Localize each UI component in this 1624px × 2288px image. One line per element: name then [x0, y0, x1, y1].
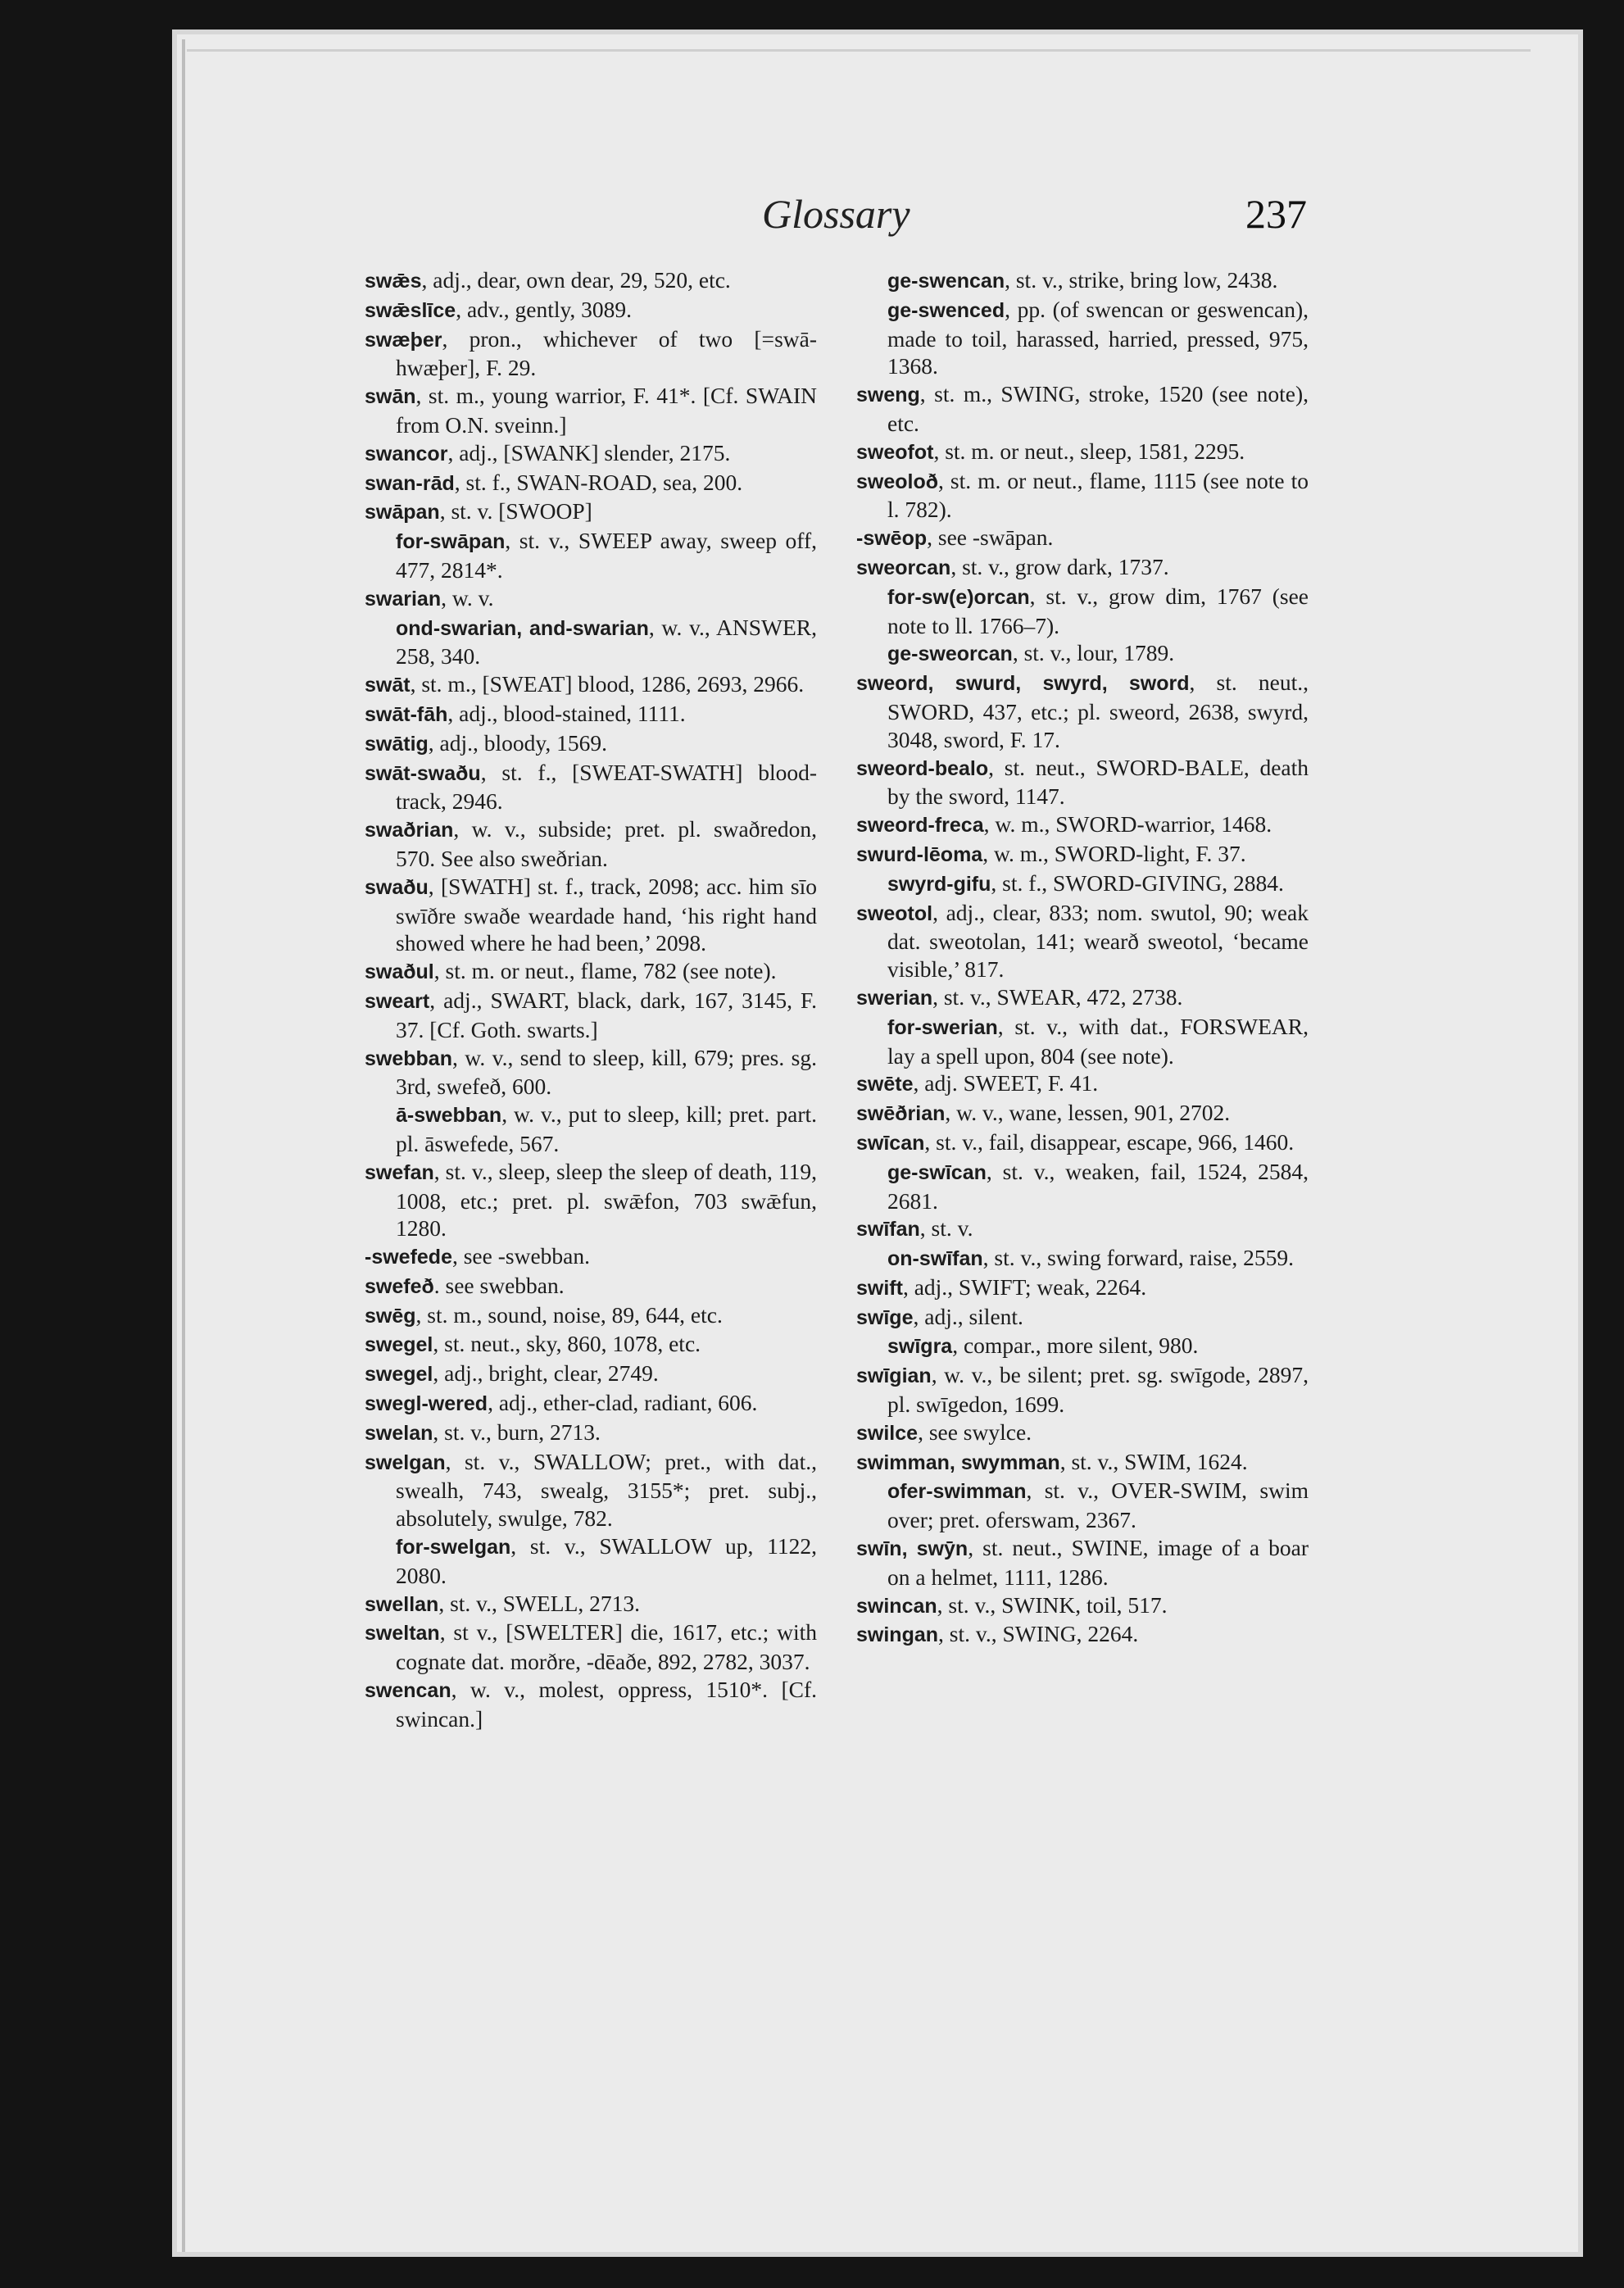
entry-headword: sweord-bealo: [856, 756, 989, 780]
entry-headword: swimman, swymman: [856, 1450, 1060, 1474]
glossary-entry: [365, 584, 817, 614]
entry-headword: ge-swenced: [887, 298, 1005, 322]
glossary-entry: [365, 1330, 817, 1360]
glossary-entry: [856, 524, 1309, 553]
glossary-entry: [365, 957, 817, 987]
entry-definition: , st. v., weaken, fail, 1524, 2584, 2681.: [887, 1158, 1309, 1214]
entry-headword: swan-rād: [365, 471, 455, 495]
entry-definition: , adj., clear, 833; nom. swutol, 90; weak dat. sweotolan, 141; wearð sweotol, ‘became visible,’ 817.: [887, 899, 1309, 983]
entry-headword: swaðul: [365, 960, 434, 984]
entry-definition: , w. v., molest, oppress, 1510*. [Cf. swincan.]: [396, 1677, 817, 1732]
page-number: 237: [1245, 191, 1307, 237]
page-gutter-rule: [182, 39, 185, 2252]
entry-definition: , st. m. or neut., sleep, 1581, 2295.: [933, 438, 1245, 464]
entry-definition: , st. m., sound, noise, 89, 644, etc.: [415, 1301, 723, 1328]
glossary-column-left: [365, 266, 817, 1733]
entry-definition: , w. v.: [441, 584, 494, 611]
glossary-entry: [856, 1214, 1309, 1244]
glossary-subentry: [856, 639, 1309, 669]
entry-definition: , st. v., SWALLOW; pret., with dat., swealh, 743, swealg, 3155*; pret. subj., absolutely, swulge, 782.: [396, 1448, 817, 1532]
glossary-entry: [856, 1128, 1309, 1158]
glossary-entry: [856, 1419, 1309, 1448]
entry-headword: swefeð: [365, 1274, 434, 1298]
entry-definition: , st. v., swing forward, raise, 2559.: [982, 1245, 1295, 1271]
entry-headword: swǣslīce: [365, 298, 456, 322]
entry-definition: , st. f., SWAN-ROAD, sea, 200.: [454, 469, 743, 495]
entry-definition: , adv., gently, 3089.: [456, 296, 633, 322]
entry-definition: , compar., more silent, 980.: [952, 1332, 1199, 1359]
entry-definition: , pron., whichever of two [=swā-hwæþer], F. 29.: [396, 325, 817, 381]
entry-headword: sweoloð: [856, 470, 939, 493]
entry-definition: , adj., SWART, black, dark, 167, 3145, F. 37. [Cf. Goth. swarts.]: [396, 987, 817, 1042]
entry-headword: swincan: [856, 1594, 937, 1618]
entry-headword: swīcan: [856, 1131, 925, 1155]
entry-definition: , st. v., SWEEP away, sweep off, 477, 2814*.: [396, 528, 817, 583]
entry-definition: , see swylce.: [918, 1419, 1032, 1445]
entry-definition: , st. v., strike, bring low, 2438.: [1005, 267, 1278, 293]
entry-headword: for-swelgan: [396, 1536, 511, 1559]
glossary-entry: [856, 1273, 1309, 1303]
entry-headword: swāt-fāh: [365, 702, 448, 726]
glossary-entry: [365, 873, 817, 957]
entry-headword: swēte: [856, 1073, 914, 1096]
glossary-entry: [365, 700, 817, 729]
glossary-entry: [856, 1303, 1309, 1332]
glossary-entry: [856, 1099, 1309, 1128]
glossary-entry: [365, 382, 817, 439]
glossary-entry: [365, 469, 817, 498]
entry-headword: swyrd-gifu: [887, 872, 991, 896]
entry-headword: sweltan: [365, 1622, 440, 1646]
entry-headword: swæþer: [365, 328, 442, 352]
entry-definition: , adj., [SWANK] slender, 2175.: [447, 439, 731, 465]
glossary-entry: [365, 1242, 817, 1272]
entry-definition: , st. v., OVER-SWIM, swim over; pret. oferswam, 2367.: [887, 1478, 1309, 1533]
entry-definition: , st. f., SWORD-GIVING, 2884.: [991, 869, 1284, 896]
entry-definition: , st. v., burn, 2713.: [433, 1419, 601, 1445]
glossary-subentry: [856, 1013, 1309, 1070]
glossary-entry: [365, 1301, 817, 1331]
glossary-entry: [365, 325, 817, 383]
glossary-entry: [856, 669, 1309, 753]
glossary-entry: [365, 497, 817, 527]
entry-definition: , st. v., SWELL, 2713.: [438, 1590, 641, 1616]
glossary-entry: [856, 1448, 1309, 1478]
entry-headword: swēðrian: [856, 1102, 946, 1126]
entry-definition: , st. v., with dat., FORSWEAR, lay a spell upon, 804 (see note).: [887, 1013, 1309, 1069]
entry-headword: swān: [365, 385, 416, 409]
glossary-subentry: [365, 1101, 817, 1158]
page-header: [361, 190, 1307, 247]
entry-definition: , w. v., be silent; pret. sg. swīgode, 2897, pl. swīgedon, 1699.: [887, 1362, 1309, 1418]
entry-headword: swancor: [365, 442, 448, 465]
entry-headword: sweord, swurd, swyrd, sword: [856, 672, 1190, 696]
entry-headword: on-swīfan: [887, 1247, 983, 1271]
glossary-entry: [856, 1069, 1309, 1099]
glossary-entry: [856, 810, 1309, 840]
glossary-entry: [365, 1044, 817, 1101]
entry-definition: , st. m. or neut., flame, 1115 (see note to l. 782).: [887, 467, 1309, 523]
entry-definition: , st. v., SWEAR, 472, 2738.: [932, 983, 1183, 1010]
entry-headword: swingan: [856, 1623, 939, 1647]
entry-headword: ge-swencan: [887, 270, 1005, 293]
glossary-entry: [365, 987, 817, 1044]
glossary-entry: [365, 266, 817, 296]
entry-definition: , st. v., SWING, 2264.: [938, 1621, 1139, 1647]
glossary-entry: [365, 1158, 817, 1242]
entry-definition: , w. v., wane, lessen, 901, 2702.: [945, 1100, 1231, 1126]
entry-definition: , st v., [SWELTER] die, 1617, etc.; with cognate dat. morðre, -dēaðe, 892, 2782, 3037.: [396, 1619, 817, 1675]
entry-definition: . see swebban.: [433, 1272, 565, 1298]
running-title: Glossary: [762, 191, 910, 237]
entry-definition: , st. v., SWINK, toil, 517.: [937, 1591, 1168, 1618]
entry-headword: for-swerian: [887, 1015, 998, 1039]
glossary-column-right: [856, 266, 1309, 1650]
entry-headword: ge-swīcan: [887, 1160, 987, 1184]
entry-definition: , w. v., put to sleep, kill; pret. part. pl. āswefede, 567.: [396, 1101, 817, 1156]
page-top-rule: [187, 49, 1531, 52]
entry-headword: swātig: [365, 732, 429, 756]
glossary-entry: [856, 438, 1309, 467]
entry-headword: swīgian: [856, 1364, 932, 1388]
entry-definition: , st. neut., SWORD-BALE, death by the sword, 1147.: [887, 754, 1309, 810]
glossary-subentry: [365, 527, 817, 584]
entry-headword: swǣs: [365, 270, 422, 293]
entry-headword: swift: [856, 1276, 903, 1300]
entry-headword: sweotol: [856, 901, 933, 925]
entry-definition: , w. v., ANSWER, 258, 340.: [396, 614, 817, 670]
entry-headword: sweorcan: [856, 556, 951, 579]
entry-definition: , adj., SWIFT; weak, 2264.: [902, 1273, 1147, 1300]
glossary-entry: [365, 439, 817, 469]
entry-definition: , st. neut., SWINE, image of a boar on a helmet, 1111, 1286.: [887, 1535, 1309, 1590]
entry-headword: ofer-swimman: [887, 1480, 1027, 1504]
entry-headword: swēg: [365, 1304, 416, 1328]
glossary-entry: [365, 296, 817, 325]
entry-headword: swarian: [365, 587, 442, 611]
glossary-entry: [856, 1591, 1309, 1621]
entry-definition: , [SWATH] st. f., track, 2098; acc. him sīo swīðre swaðe weardade hand, ‘his right hand showed where he had been,’ 2098.: [396, 873, 817, 956]
entry-headword: sweart: [365, 989, 430, 1013]
entry-headword: ond-swarian, and-swarian: [396, 616, 649, 640]
entry-headword: sweng: [856, 384, 920, 407]
entry-headword: swegl-wered: [365, 1392, 488, 1416]
entry-definition: , adj. SWEET, F. 41.: [913, 1070, 1099, 1096]
entry-definition: , adj., bloody, 1569.: [428, 729, 607, 756]
entry-definition: , st. neut., SWORD, 437, etc.; pl. sweord, 2638, swyrd, 3048, sword, F. 17.: [887, 670, 1309, 752]
glossary-entry: [856, 380, 1309, 438]
entry-headword: swelan: [365, 1421, 433, 1445]
entry-definition: , st. v., lour, 1789.: [1012, 640, 1175, 666]
glossary-subentry: [856, 1158, 1309, 1215]
entry-headword: swāt: [365, 674, 411, 697]
entry-definition: , w. m., SWORD-light, F. 37.: [982, 840, 1246, 866]
entry-definition: , pp. (of swencan or geswencan), made to toil, harassed, harried, pressed, 975, 1368.: [887, 296, 1309, 379]
entry-headword: sweofot: [856, 440, 934, 464]
glossary-entry: [856, 467, 1309, 524]
entry-headword: swegel: [365, 1333, 433, 1357]
glossary-subentry: [856, 296, 1309, 380]
glossary-entry: [365, 729, 817, 759]
entry-headword: swebban: [365, 1046, 452, 1070]
glossary-entry: [365, 759, 817, 816]
entry-headword: swegel: [365, 1363, 433, 1387]
entry-definition: , adj., dear, own dear, 29, 520, etc.: [421, 267, 731, 293]
entry-definition: , st. f., [SWEAT-SWATH] blood-track, 2946.: [396, 759, 817, 815]
entry-definition: , st. neut., sky, 860, 1078, etc.: [433, 1331, 701, 1357]
entry-headword: swelgan: [365, 1450, 446, 1474]
entry-headword: swīn, swȳn: [856, 1537, 969, 1561]
entry-definition: , adj., bright, clear, 2749.: [433, 1360, 659, 1387]
glossary-entry: [856, 840, 1309, 869]
entry-headword: swencan: [365, 1679, 451, 1703]
glossary-entry: [856, 899, 1309, 983]
glossary-entry: [365, 815, 817, 873]
entry-definition: , w. v., subside; pret. pl. swaðredon, 570. See also sweðrian.: [396, 816, 817, 871]
glossary-subentry: [856, 1477, 1309, 1534]
glossary-entry: [365, 1389, 817, 1419]
glossary-subentry: [856, 266, 1309, 296]
entry-definition: , st. m., young warrior, F. 41*. [Cf. SWAIN from O.N. sveinn.]: [396, 383, 817, 438]
entry-definition: , st. v., grow dim, 1767 (see note to ll. 1766–7).: [887, 583, 1309, 638]
entry-headword: swīge: [856, 1305, 914, 1329]
entry-headword: sweord-freca: [856, 814, 984, 838]
entry-headword: swaðu: [365, 875, 429, 899]
entry-headword: swaðrian: [365, 819, 454, 842]
entry-definition: , st. v., grow dark, 1737.: [950, 553, 1169, 579]
entry-definition: , adj., blood-stained, 1111.: [447, 700, 686, 726]
glossary-entry: [365, 1360, 817, 1389]
glossary-entry: [365, 1448, 817, 1532]
entry-headword: swefan: [365, 1160, 434, 1184]
glossary-subentry: [856, 869, 1309, 899]
entry-headword: -swēop: [856, 527, 928, 551]
entry-headword: swīgra: [887, 1335, 953, 1359]
entry-headword: swurd-lēoma: [856, 842, 983, 866]
entry-headword: ge-sweorcan: [887, 642, 1013, 666]
entry-headword: swerian: [856, 986, 933, 1010]
entry-definition: , st. m., SWING, stroke, 1520 (see note), etc.: [887, 381, 1309, 436]
entry-definition: , st. v., fail, disappear, escape, 966, 1460.: [924, 1128, 1295, 1155]
entry-headword: swilce: [856, 1421, 919, 1445]
entry-definition: , st. v. [SWOOP]: [439, 498, 592, 524]
glossary-entry: [365, 670, 817, 700]
entry-headword: for-swāpan: [396, 530, 506, 554]
entry-definition: , st. m. or neut., flame, 782 (see note).: [433, 958, 777, 984]
entry-definition: , w. v., send to sleep, kill, 679; pres. sg. 3rd, swefeð, 600.: [396, 1044, 817, 1100]
glossary-entry: [365, 1618, 817, 1676]
glossary-entry: [856, 553, 1309, 583]
entry-headword: ā-swebban: [396, 1104, 502, 1128]
glossary-entry: [365, 1676, 817, 1733]
entry-definition: , adj., ether-clad, radiant, 606.: [488, 1390, 758, 1416]
glossary-subentry: [856, 1332, 1309, 1361]
glossary-entry: [856, 1361, 1309, 1419]
entry-definition: , adj., silent.: [913, 1303, 1023, 1329]
entry-headword: swāpan: [365, 501, 440, 524]
entry-definition: , st. m., [SWEAT] blood, 1286, 2693, 2966.: [410, 671, 805, 697]
glossary-entry: [365, 1419, 817, 1448]
entry-headword: swellan: [365, 1592, 439, 1616]
entry-headword: for-sw(e)orcan: [887, 585, 1030, 609]
glossary-entry: [365, 1272, 817, 1301]
glossary-subentry: [856, 583, 1309, 640]
entry-headword: -swefede: [365, 1246, 452, 1269]
glossary-entry: [365, 1590, 817, 1619]
entry-definition: , see -swebban.: [451, 1243, 590, 1269]
entry-definition: , st. v.: [919, 1215, 973, 1242]
glossary-subentry: [856, 1244, 1309, 1273]
entry-definition: , st. v., SWALLOW up, 1122, 2080.: [396, 1533, 817, 1588]
entry-headword: swīfan: [856, 1218, 920, 1242]
entry-definition: , w. m., SWORD-warrior, 1468.: [983, 811, 1272, 838]
glossary-entry: [856, 1620, 1309, 1650]
glossary-entry: [856, 1534, 1309, 1591]
glossary-subentry: [365, 1532, 817, 1590]
entry-definition: , see -swāpan.: [927, 524, 1054, 551]
entry-definition: , st. v., sleep, sleep the sleep of death, 119, 1008, etc.; pret. pl. swǣfon, 703 swǣfun, 1280.: [396, 1158, 817, 1242]
glossary-subentry: [365, 614, 817, 671]
glossary-entry: [856, 983, 1309, 1013]
glossary-entry: [856, 754, 1309, 811]
entry-headword: swāt-swaðu: [365, 761, 481, 785]
entry-definition: , st. v., SWIM, 1624.: [1059, 1448, 1248, 1474]
